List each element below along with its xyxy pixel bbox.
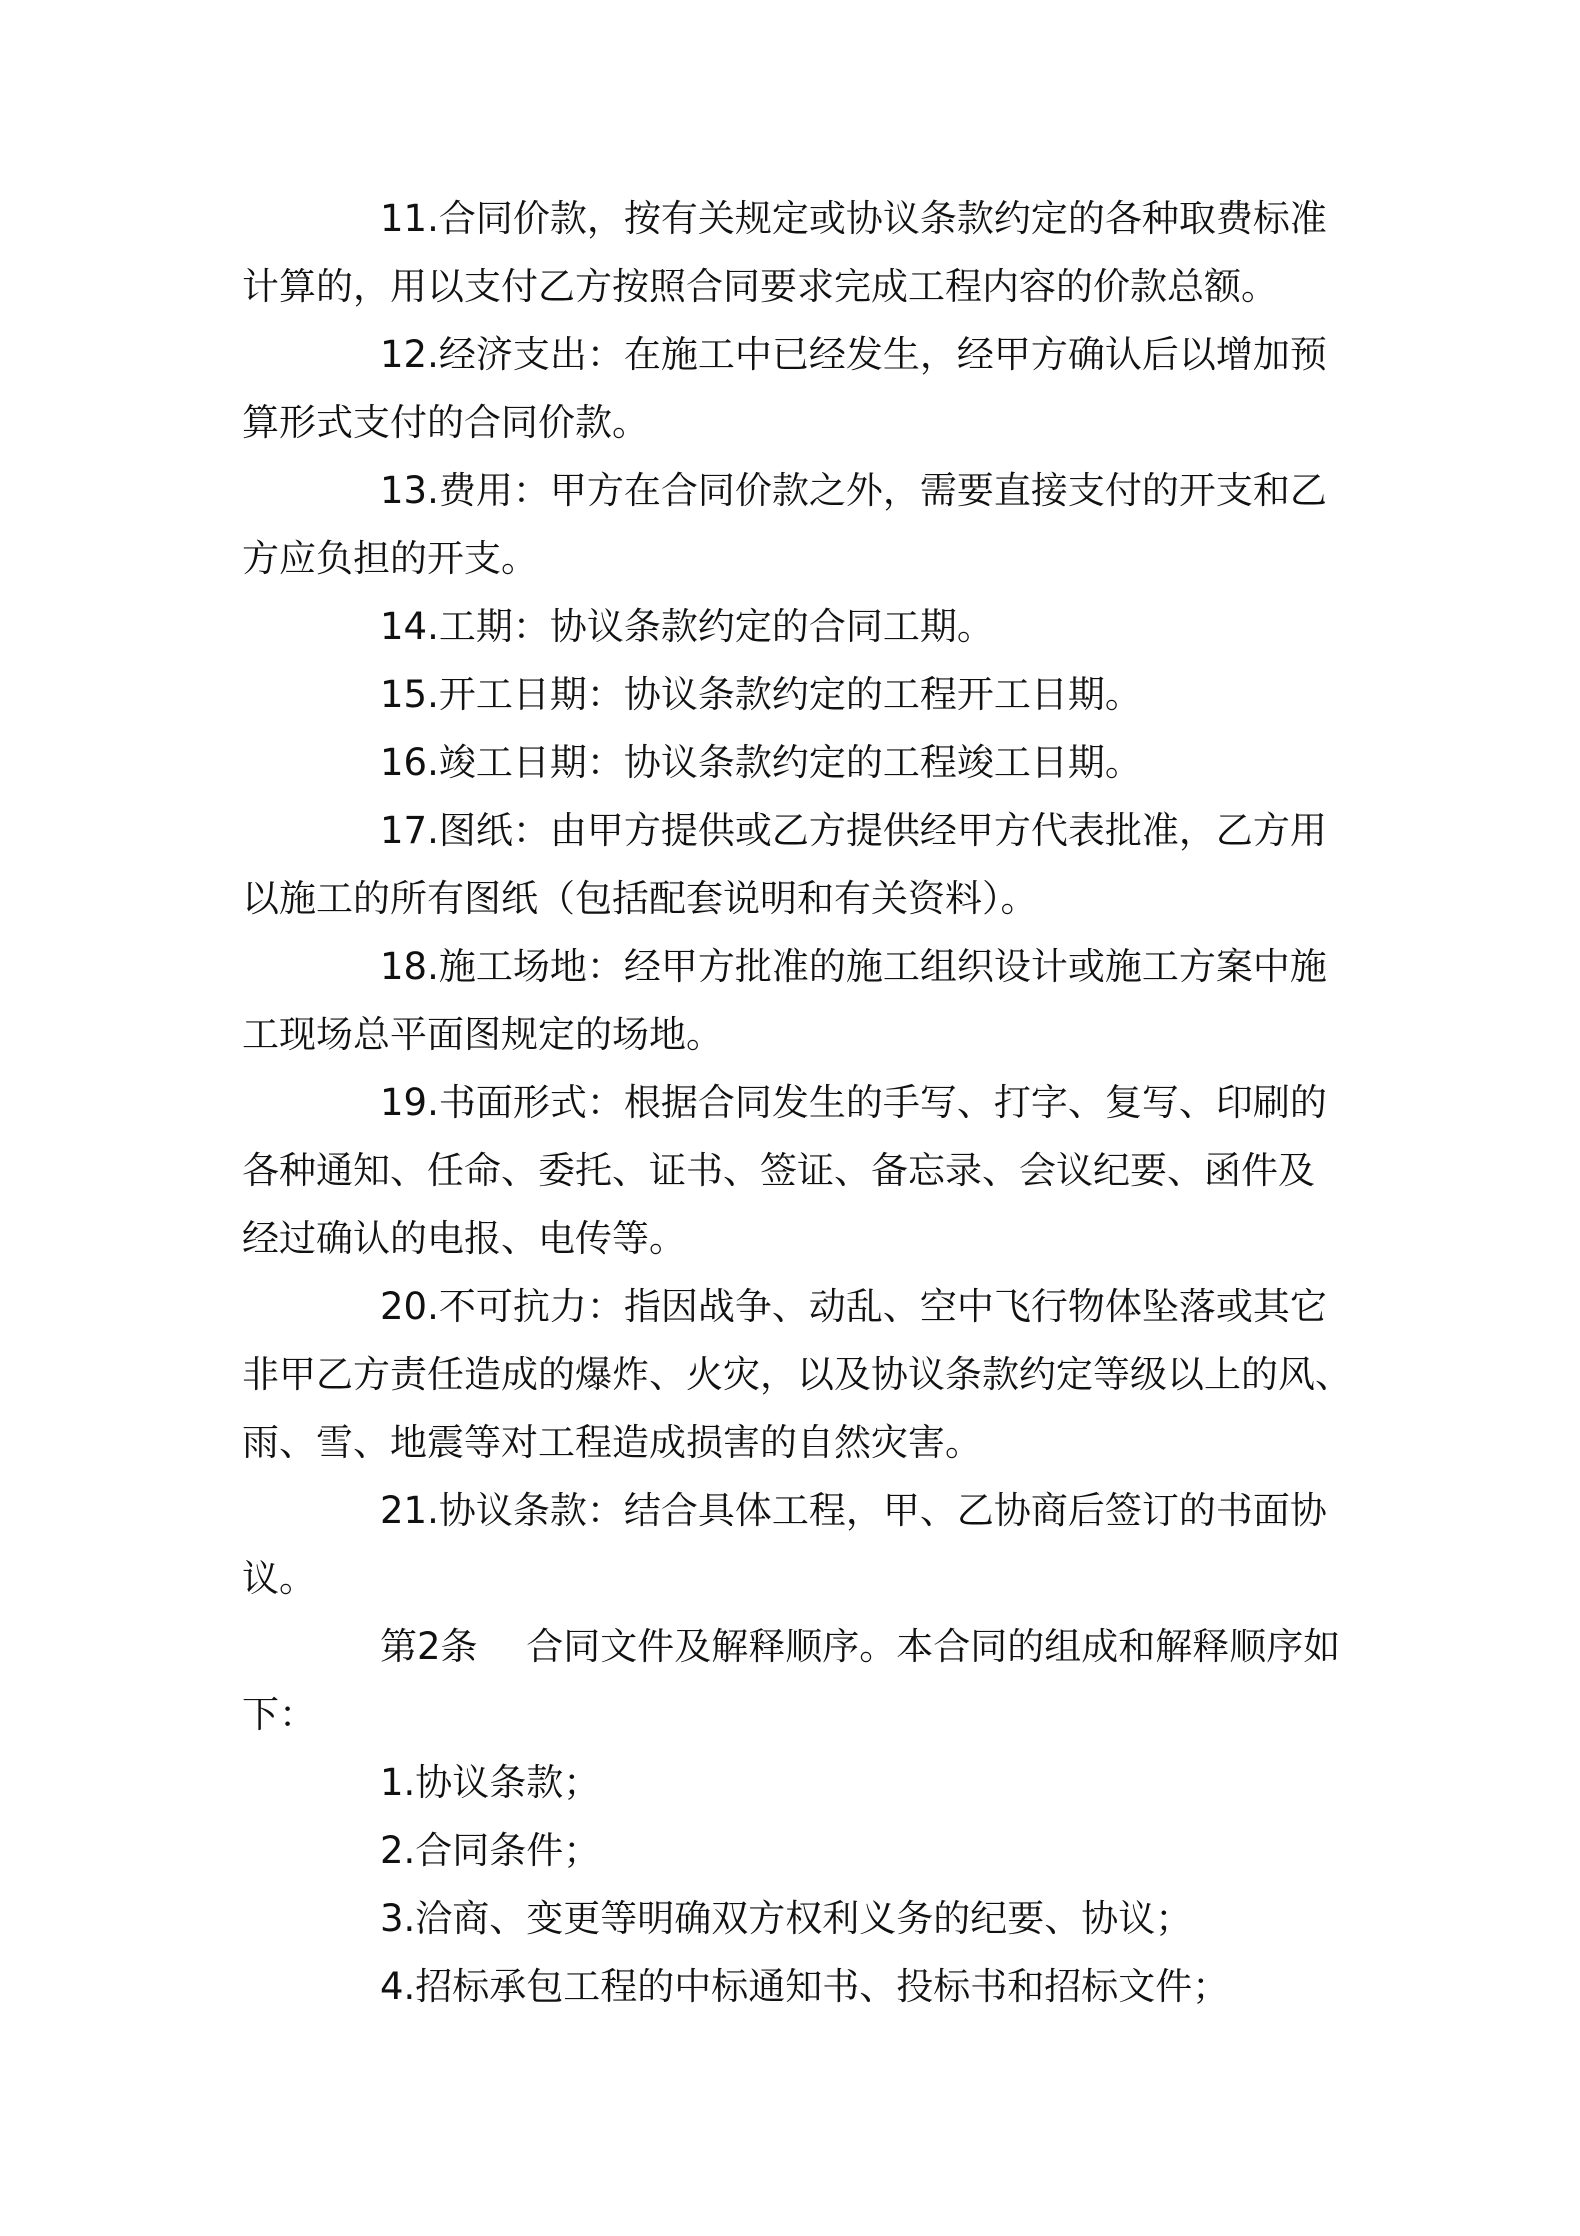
text-line: 20.不可抗力：指因战争、动乱、空中飞行物体坠落或其它 (380, 1285, 1327, 1328)
text-line: 非甲乙方责任造成的爆炸、火灾，以及协议条款约定等级以上的风、 (242, 1353, 1352, 1396)
text-line: 各种通知、任命、委托、证书、签证、备忘录、会议纪要、函件及 (242, 1149, 1315, 1192)
text-line: 下： (242, 1693, 316, 1736)
text-line: 17.图纸：由甲方提供或乙方提供经甲方代表批准，乙方用 (380, 809, 1327, 852)
text-line: 4.招标承包工程的中标通知书、投标书和招标文件； (380, 1965, 1230, 2008)
text-line: 第2条 合同文件及解释顺序。本合同的组成和解释顺序如 (380, 1625, 1341, 1668)
text-line: 计算的，用以支付乙方按照合同要求完成工程内容的价款总额。 (242, 265, 1278, 308)
text-line: 雨、雪、地震等对工程造成损害的自然灾害。 (242, 1421, 982, 1464)
text-line: 1.协议条款； (380, 1761, 601, 1804)
text-line: 11.合同价款，按有关规定或协议条款约定的各种取费标准 (380, 197, 1327, 240)
text-line: 2.合同条件； (380, 1829, 601, 1872)
text-line: 18.施工场地：经甲方批准的施工组织设计或施工方案中施 (380, 945, 1327, 988)
text-line: 21.协议条款：结合具体工程，甲、乙协商后签订的书面协 (380, 1489, 1327, 1532)
text-line: 工现场总平面图规定的场地。 (242, 1013, 723, 1056)
text-line: 14.工期：协议条款约定的合同工期。 (380, 605, 994, 648)
text-line: 13.费用：甲方在合同价款之外，需要直接支付的开支和乙 (380, 469, 1327, 512)
text-line: 经过确认的电报、电传等。 (242, 1217, 686, 1260)
text-line: 3.洽商、变更等明确双方权利义务的纪要、协议； (380, 1897, 1193, 1940)
document-body (0, 185, 1580, 2021)
text-line: 19.书面形式：根据合同发生的手写、打字、复写、印刷的 (380, 1081, 1327, 1124)
text-line: 12.经济支出：在施工中已经发生，经甲方确认后以增加预 (380, 333, 1327, 376)
text-line: 以施工的所有图纸（包括配套说明和有关资料）。 (242, 877, 1038, 920)
text-line: 16.竣工日期：协议条款约定的工程竣工日期。 (380, 741, 1142, 784)
text-line: 议。 (242, 1557, 316, 1600)
text-line: 方应负担的开支。 (242, 537, 538, 580)
text-line: 15.开工日期：协议条款约定的工程开工日期。 (380, 673, 1142, 716)
text-line: 算形式支付的合同价款。 (242, 401, 649, 444)
